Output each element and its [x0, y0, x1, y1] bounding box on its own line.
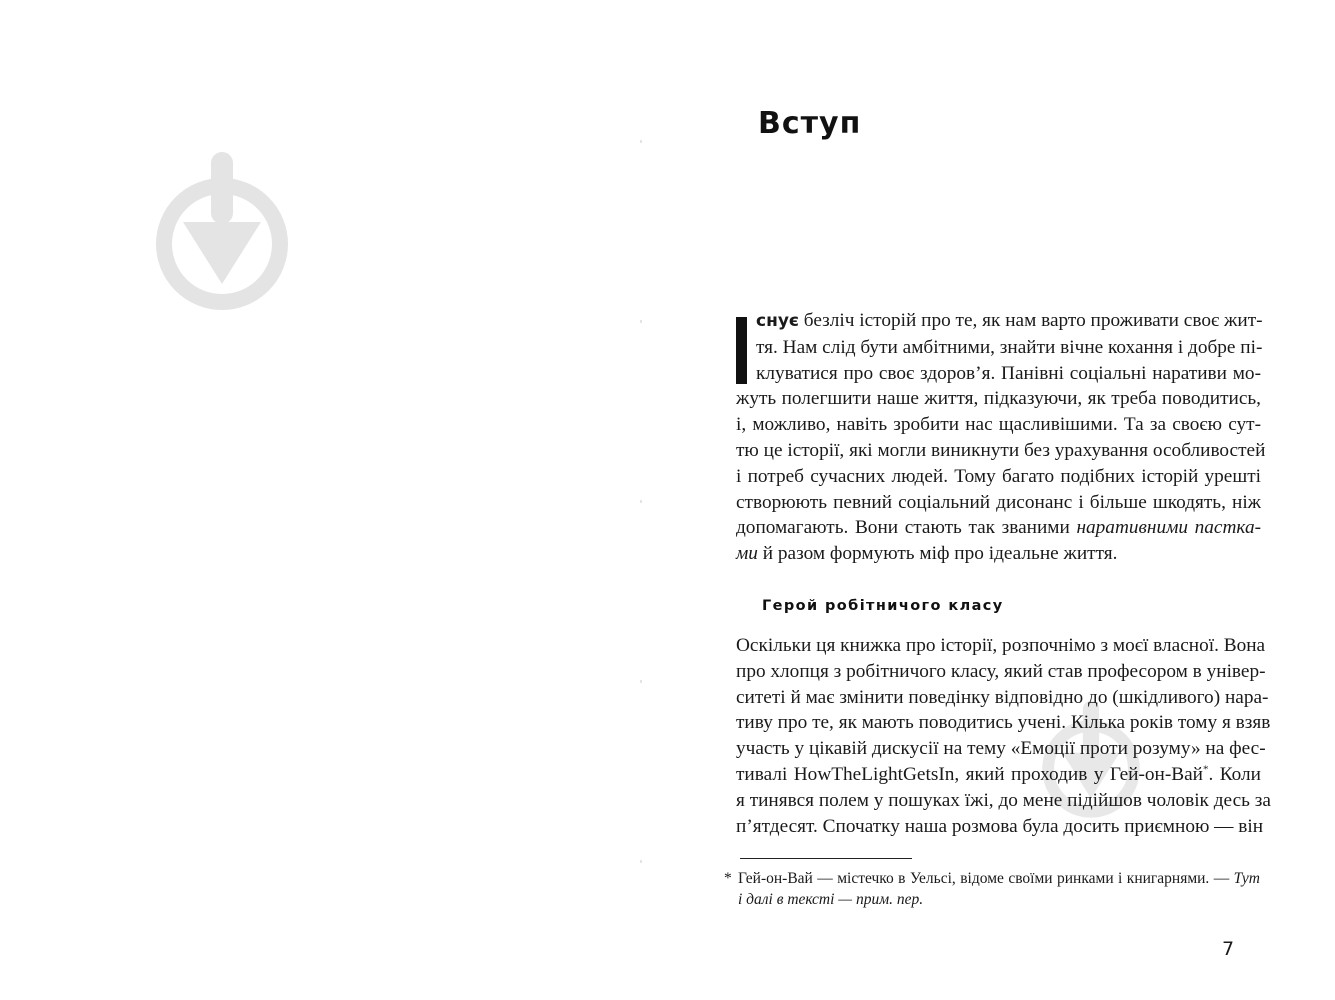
footnote-divider [740, 858, 912, 859]
text-line: п’ятдесят. Спочатку наша розмова була досить приємною — він [736, 815, 1264, 837]
page-gutter [640, 140, 642, 960]
text-line: тя. Нам слід бути амбітними, знайти вічне кохання і добре пі- [756, 336, 1263, 358]
footnote-text: Гей-он-Вай — містечко в Уельсі, відоме своїми ринками і книгарнями. — Тут і далі в тексті — прим. пер. [738, 870, 1260, 908]
text-line: тиву про те, як мають поводитись учені. Кілька років тому я взяв [736, 712, 1271, 734]
text-line: Оскільки ця книжка про історії, розпочнімо з моєї власної. Вона [736, 635, 1266, 656]
text-line: снує безліч історій про те, як нам варто проживати своє жит- [756, 310, 1263, 331]
footnote-mark: * [724, 870, 732, 887]
footnote-italic: і далі в тексті — прим. пер. [738, 891, 924, 908]
text-line: участь у цікавій дискусії на тему «Емоції проти розуму» на фес- [736, 738, 1266, 760]
text-line: жуть полегшити наше життя, підказуючи, як треба поводитись, [736, 388, 1261, 410]
text-line: допомагають. Вони стають так званими наративними пастка- [736, 517, 1262, 539]
download-shield-icon [153, 152, 291, 312]
text-line: і, можливо, навіть зробити нас щасливішими. Та за своєю сут- [736, 414, 1261, 436]
drop-cap-letter [736, 317, 747, 384]
italic-term: ми [736, 543, 758, 565]
chapter-title: Вступ [758, 106, 862, 141]
text-line: про хлопця з робітничого класу, який став професором в універ- [736, 660, 1266, 682]
text-line: тю це історії, які могли виникнути без урахування особливостей [736, 439, 1266, 461]
footnote-reference[interactable]: * [1202, 763, 1209, 776]
page-number: 7 [1222, 938, 1235, 960]
intro-paragraph [736, 308, 1266, 567]
text-line: ситеті й має змінити поведінку відповідно до (шкідливого) нара- [736, 686, 1269, 708]
text-line: я тинявся полем у пошуках їжі, до мене підійшов чоловік десь за [736, 789, 1271, 811]
text-line: тивалі HowTheLightGetsIn, який проходив у Гей-он-Вай*. Коли [736, 763, 1261, 785]
text-line: створюють певний соціальний дисонанс і більше шкодять, ніж [736, 491, 1261, 513]
body-paragraph [736, 633, 1271, 839]
text-line: клуватися про своє здоров’я. Панівні соціальні наративи мо- [756, 362, 1261, 384]
italic-term: наративними пастка- [1076, 517, 1262, 539]
text-line: ми й разом формують міф про ідеальне життя. [736, 543, 1118, 565]
text-line: і потреб сучасних людей. Тому багато подібних історій урешті [736, 465, 1261, 487]
footnote [724, 868, 1260, 910]
section-heading: Герой робітничого класу [762, 598, 1004, 614]
lead-word: снує [756, 311, 799, 331]
